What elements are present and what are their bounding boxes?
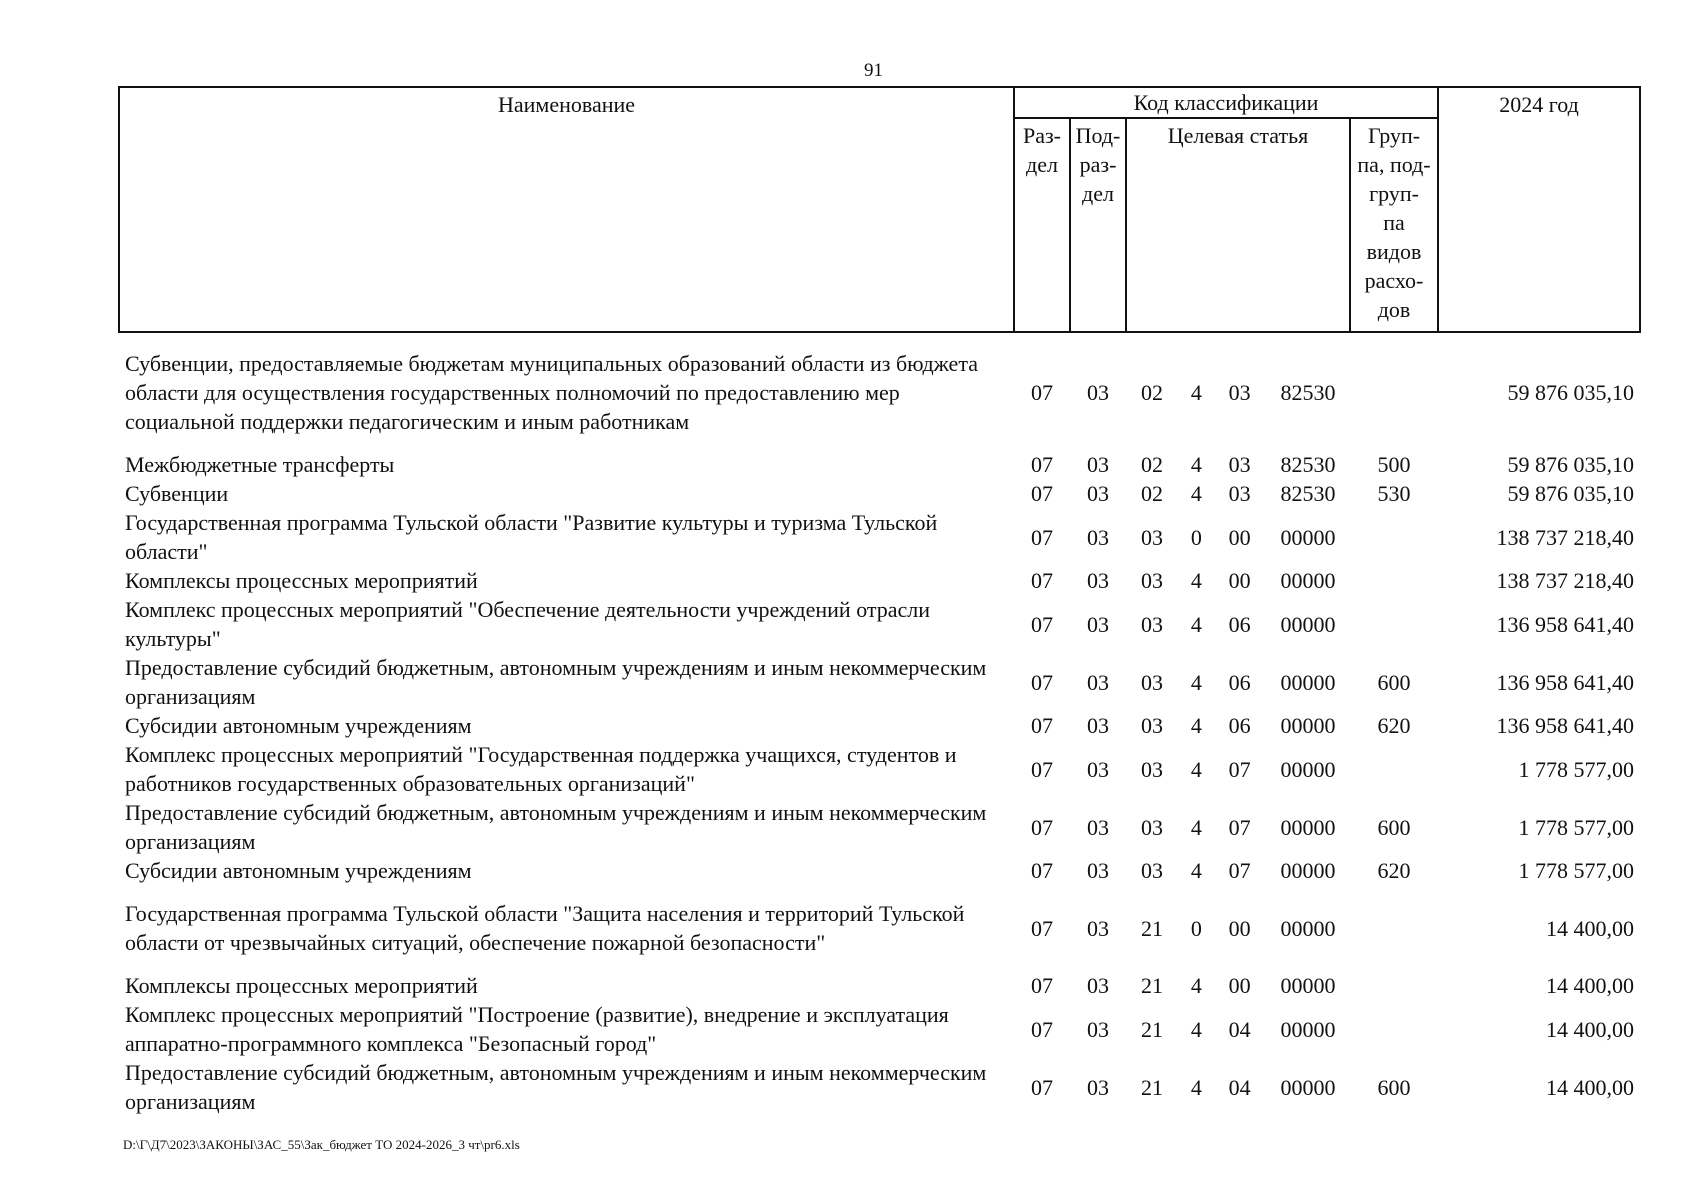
row-razdel: 07 [1031, 1016, 1053, 1042]
target-article-part: 4 [1190, 380, 1202, 405]
row-amount: 59 876 035,10 [1507, 452, 1635, 477]
table-row [119, 349, 1640, 436]
target-article-part: 82530 [1280, 452, 1336, 477]
target-article-part: 00 [1228, 915, 1251, 941]
row-expense-group: 530 [1377, 481, 1411, 506]
target-article-part: 00000 [1280, 915, 1336, 941]
target-article-part: 00000 [1280, 1016, 1336, 1042]
row-amount: 14 400,00 [1546, 1074, 1635, 1100]
row-amount: 136 958 641,40 [1496, 669, 1635, 695]
table-body [119, 349, 1640, 1116]
row-name: Государственная программа Тульской области "Защита населения и территорий Тульской области от чрезвычайных ситуаций, обеспечение пожарной безопасности" [125, 901, 965, 955]
row-podrazdel: 03 [1087, 973, 1109, 998]
row-target-article [1126, 798, 1350, 856]
row-podrazdel: 03 [1087, 915, 1109, 941]
row-target-article [1126, 971, 1350, 1000]
target-article-part: 03 [1141, 814, 1163, 840]
row-target-article [1126, 740, 1350, 798]
row-podrazdel: 03 [1087, 524, 1109, 550]
target-article-part: 00000 [1280, 814, 1336, 840]
target-article-part: 03 [1228, 481, 1251, 506]
target-article-part: 00 [1228, 524, 1251, 550]
target-article-part: 00000 [1280, 524, 1336, 550]
row-name: Межбюджетные трансферты [125, 452, 395, 477]
table-row [119, 1058, 1640, 1116]
row-target-article [1126, 1000, 1350, 1058]
target-article-part: 4 [1190, 756, 1202, 782]
page-number: 91 [864, 60, 883, 81]
table-row [119, 479, 1640, 508]
row-amount: 1 778 577,00 [1518, 814, 1635, 840]
row-name: Комплексы процессных мероприятий [125, 973, 478, 998]
row-amount: 138 737 218,40 [1496, 568, 1635, 593]
budget-table [118, 86, 1641, 1116]
target-article-part: 21 [1141, 915, 1163, 941]
target-article-part: 4 [1190, 713, 1202, 738]
row-expense-group: 600 [1377, 814, 1411, 840]
row-expense-group: 600 [1377, 669, 1411, 695]
header-year: 2024 год [1438, 87, 1640, 332]
target-article-part: 03 [1141, 858, 1163, 883]
row-podrazdel: 03 [1087, 452, 1109, 477]
row-target-article [1126, 349, 1350, 436]
table-row [119, 856, 1640, 885]
row-amount: 138 737 218,40 [1496, 524, 1635, 550]
table-row [119, 899, 1640, 957]
row-expense-group: 620 [1377, 713, 1411, 738]
target-article-part: 21 [1141, 973, 1163, 998]
target-article-part: 00 [1228, 568, 1251, 593]
table-row [119, 566, 1640, 595]
row-name: Субсидии автономным учреждениям [125, 713, 472, 738]
row-podrazdel: 03 [1087, 1016, 1109, 1042]
row-podrazdel: 03 [1087, 481, 1109, 506]
target-article-part: 4 [1190, 669, 1202, 695]
target-article-part: 06 [1228, 611, 1251, 637]
row-target-article [1126, 479, 1350, 508]
table-row [119, 508, 1640, 566]
row-expense-group [1350, 566, 1438, 595]
target-article-part: 02 [1141, 481, 1163, 506]
row-amount: 59 876 035,10 [1507, 481, 1635, 506]
row-target-article [1126, 653, 1350, 711]
row-target-article [1126, 856, 1350, 885]
row-expense-group [1350, 1000, 1438, 1058]
target-article-part: 0 [1190, 915, 1202, 941]
target-article-part: 02 [1141, 380, 1163, 405]
row-target-article [1126, 566, 1350, 595]
table-row [119, 711, 1640, 740]
row-expense-group [1350, 349, 1438, 436]
row-razdel: 07 [1031, 611, 1053, 637]
row-target-article [1126, 899, 1350, 957]
target-article-part: 06 [1228, 669, 1251, 695]
target-article-part: 4 [1190, 452, 1202, 477]
target-article-part: 03 [1141, 611, 1163, 637]
target-article-part: 00000 [1280, 611, 1336, 637]
target-article-part: 4 [1190, 814, 1202, 840]
row-expense-group [1350, 740, 1438, 798]
file-path-footer: D:\Г\Д7\2023\ЗАКОНЫ\ЗАС_55\Зак_бюджет ТО 2024-2026_3 чт\pr6.xls [123, 1137, 520, 1152]
target-article-part: 07 [1228, 858, 1251, 883]
row-podrazdel: 03 [1087, 611, 1109, 637]
row-expense-group [1350, 971, 1438, 1000]
row-amount: 136 958 641,40 [1496, 611, 1635, 637]
header-target-article: Целевая статья [1126, 118, 1350, 332]
target-article-part: 82530 [1280, 481, 1336, 506]
row-razdel: 07 [1031, 713, 1053, 738]
row-name: Комплекс процессных мероприятий "Обеспечение деятельности учреждений отрасли культуры" [125, 597, 931, 651]
target-article-part: 4 [1190, 858, 1202, 883]
target-article-part: 00000 [1280, 669, 1336, 695]
table-row [119, 653, 1640, 711]
row-target-article [1126, 450, 1350, 479]
row-amount: 1 778 577,00 [1518, 756, 1635, 782]
row-amount: 59 876 035,10 [1507, 380, 1635, 405]
row-amount: 14 400,00 [1546, 915, 1635, 941]
target-article-part: 07 [1228, 756, 1251, 782]
row-name: Субвенции [125, 481, 229, 506]
target-article-part: 4 [1190, 1016, 1202, 1042]
header-classification-code: Код классификации [1014, 87, 1438, 118]
target-article-part: 21 [1141, 1074, 1163, 1100]
row-podrazdel: 03 [1087, 814, 1109, 840]
target-article-part: 00000 [1280, 973, 1336, 998]
row-razdel: 07 [1031, 973, 1053, 998]
target-article-part: 03 [1228, 380, 1251, 405]
target-article-part: 4 [1190, 481, 1202, 506]
row-target-article [1126, 1058, 1350, 1116]
row-amount: 14 400,00 [1546, 973, 1635, 998]
row-name: Предоставление субсидий бюджетным, автономным учреждениям и иным некоммерческим организациям [125, 800, 987, 854]
row-razdel: 07 [1031, 669, 1053, 695]
row-amount: 136 958 641,40 [1496, 713, 1635, 738]
target-article-part: 04 [1228, 1074, 1251, 1100]
header-razdel: Раз- дел [1014, 118, 1070, 332]
target-article-part: 00 [1228, 973, 1251, 998]
row-name: Предоставление субсидий бюджетным, автономным учреждениям и иным некоммерческим организациям [125, 655, 987, 709]
header-podrazdel: Под- раз- дел [1070, 118, 1126, 332]
target-article-part: 03 [1141, 713, 1163, 738]
row-razdel: 07 [1031, 1074, 1053, 1100]
row-razdel: 07 [1031, 915, 1053, 941]
target-article-part: 21 [1141, 1016, 1163, 1042]
target-article-part: 04 [1228, 1016, 1251, 1042]
row-podrazdel: 03 [1087, 568, 1109, 593]
header-expense-group: Груп- па, под- груп- па видов расхо- дов [1350, 118, 1438, 332]
target-article-part: 4 [1190, 568, 1202, 593]
target-article-part: 4 [1190, 973, 1202, 998]
row-razdel: 07 [1031, 756, 1053, 782]
row-razdel: 07 [1031, 814, 1053, 840]
table-row [119, 1000, 1640, 1058]
target-article-part: 0 [1190, 524, 1202, 550]
row-expense-group [1350, 595, 1438, 653]
row-razdel: 07 [1031, 380, 1053, 405]
target-article-part: 03 [1141, 568, 1163, 593]
target-article-part: 00000 [1280, 756, 1336, 782]
row-amount: 1 778 577,00 [1518, 858, 1635, 883]
row-podrazdel: 03 [1087, 1074, 1109, 1100]
table-header [119, 87, 1640, 349]
header-name: Наименование [119, 87, 1014, 332]
row-amount: 14 400,00 [1546, 1016, 1635, 1042]
target-article-part: 07 [1228, 814, 1251, 840]
row-expense-group: 500 [1377, 452, 1411, 477]
row-podrazdel: 03 [1087, 713, 1109, 738]
row-razdel: 07 [1031, 568, 1053, 593]
target-article-part: 00000 [1280, 568, 1336, 593]
row-name: Субвенции, предоставляемые бюджетам муниципальных образований области из бюджета области для осуществления государственных полномочий по предоставлению мер социальной поддержки педагогическим и иным работникам [125, 351, 978, 434]
target-article-part: 03 [1228, 452, 1251, 477]
target-article-part: 4 [1190, 1074, 1202, 1100]
row-podrazdel: 03 [1087, 669, 1109, 695]
row-name: Субсидии автономным учреждениям [125, 858, 472, 883]
table-row [119, 971, 1640, 1000]
row-razdel: 07 [1031, 524, 1053, 550]
table-row [119, 595, 1640, 653]
row-razdel: 07 [1031, 858, 1053, 883]
row-target-article [1126, 711, 1350, 740]
row-expense-group: 620 [1377, 858, 1411, 883]
target-article-part: 06 [1228, 713, 1251, 738]
row-name: Комплекс процессных мероприятий "Государственная поддержка учащихся, студентов и работников государственных образовательных организаций" [125, 742, 957, 796]
row-expense-group [1350, 899, 1438, 957]
row-name: Комплекс процессных мероприятий "Построение (развитие), внедрение и эксплуатация аппаратно-программного комплекса "Безопасный город" [125, 1002, 949, 1056]
row-name: Комплексы процессных мероприятий [125, 568, 478, 593]
target-article-part: 00000 [1280, 858, 1336, 883]
target-article-part: 02 [1141, 452, 1163, 477]
target-article-part: 00000 [1280, 713, 1336, 738]
target-article-part: 00000 [1280, 1074, 1336, 1100]
row-target-article [1126, 595, 1350, 653]
table-row [119, 798, 1640, 856]
target-article-part: 82530 [1280, 380, 1336, 405]
row-podrazdel: 03 [1087, 756, 1109, 782]
row-podrazdel: 03 [1087, 858, 1109, 883]
row-name: Предоставление субсидий бюджетным, автономным учреждениям и иным некоммерческим организациям [125, 1060, 987, 1114]
row-razdel: 07 [1031, 452, 1053, 477]
table-row [119, 450, 1640, 479]
target-article-part: 03 [1141, 524, 1163, 550]
target-article-part: 4 [1190, 611, 1202, 637]
table-row [119, 740, 1640, 798]
row-razdel: 07 [1031, 481, 1053, 506]
row-target-article [1126, 508, 1350, 566]
target-article-part: 03 [1141, 756, 1163, 782]
row-podrazdel: 03 [1087, 380, 1109, 405]
target-article-part: 03 [1141, 669, 1163, 695]
row-expense-group [1350, 508, 1438, 566]
row-name: Государственная программа Тульской области "Развитие культуры и туризма Тульской области" [125, 510, 938, 564]
row-expense-group: 600 [1377, 1074, 1411, 1100]
